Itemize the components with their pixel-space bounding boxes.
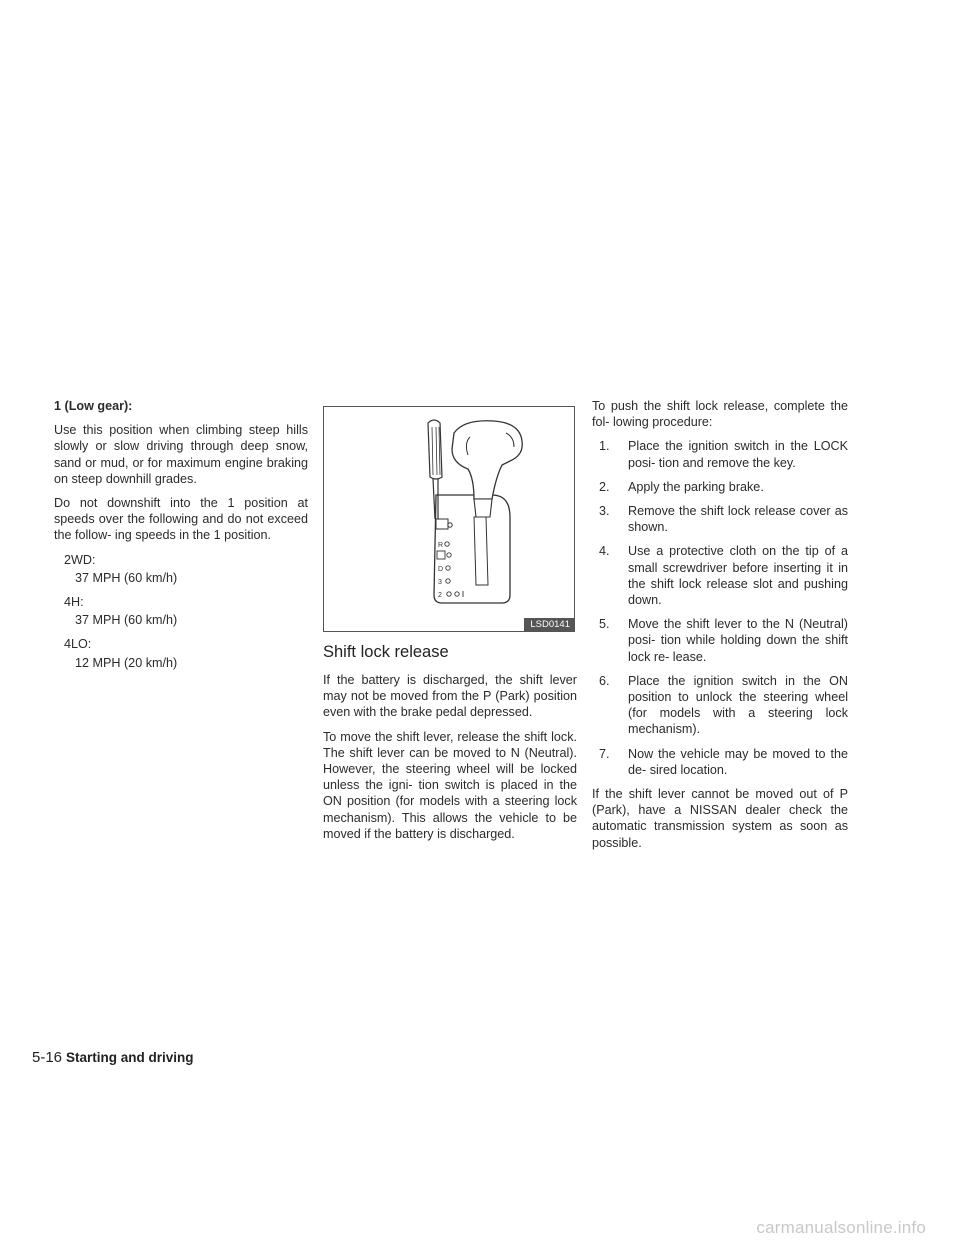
list-item [592,543,848,608]
step-text: Place the ignition switch in the ON position to unlock the steering wheel (for models with a steering lock mechanism). [628,673,848,737]
step-text: Use a protective cloth on the tip of a small screwdriver before inserting it in the shift lock release slot and pushing down. [628,544,848,608]
low-gear-heading: 1 (Low gear): [54,399,133,413]
speed-label-4lo: 4LO: [64,637,92,652]
step-text: Move the shift lever to the N (Neutral) posi- tion while holding down the shift lock re- lease. [628,617,848,664]
shift-lock-figure [323,406,575,632]
left-column [54,398,308,679]
step-text: Apply the parking brake. [628,479,764,494]
step-number: 7. [599,746,610,761]
figure-code: LSD0141 [524,618,574,631]
step-number: 3. [599,504,610,519]
step-number: 5. [599,617,610,632]
gear-label-r: R [438,542,444,549]
list-item [592,503,848,535]
step-number: 2. [599,479,610,494]
page-number: 5-16 [32,1049,63,1066]
speed-label-2wd: 2WD: [64,552,96,567]
step-number: 6. [599,673,610,688]
list-item [592,746,848,778]
step-text: Remove the shift lock release cover as shown. [628,504,848,535]
procedure-steps [592,438,848,778]
section-name: Starting and driving [66,1050,194,1065]
page-footer [32,1049,194,1067]
speed-value-2wd: 37 MPH (60 km/h) [75,570,178,585]
step-text: Place the ignition switch in the LOCK posi- tion and remove the key. [628,439,848,470]
list-item [592,673,848,738]
shift-lock-paragraph: To move the shift lever, release the shift lock. The shift lever can be moved to N (Neutral). However, the steering wheel will be locked unless the igni- tion switch is placed in the ON position (for models with a steering lock mechanism). This allows the vehicle to be moved if the battery is discharged. [323,729,577,841]
low-gear-paragraph: Use this position when climbing steep hills slowly or slow driving through deep snow, sand or mud, or for maximum engine braking on steep downhill grades. [54,423,308,486]
speed-value-4lo: 12 MPH (20 km/h) [75,655,178,670]
shift-lever-illustration [324,407,574,631]
battery-paragraph: If the battery is discharged, the shift lever may not be moved from the P (Park) position even with the brake pedal depressed. [323,673,577,720]
step-number: 1. [599,439,610,454]
gear-label-2: 2 [438,592,442,599]
right-column [592,398,848,859]
procedure-intro: To push the shift lock release, complete the fol- lowing procedure: [592,399,848,430]
list-item [592,479,848,495]
speed-value-4h: 37 MPH (60 km/h) [75,613,178,628]
section-title: Shift lock release [323,643,449,661]
gear-label-d: D [438,566,444,573]
middle-column [323,406,577,850]
step-number: 4. [599,544,610,559]
list-item [592,616,848,665]
step-text: Now the vehicle may be moved to the de- sired location. [628,746,848,777]
closing-paragraph: If the shift lever cannot be moved out of P (Park), have a NISSAN dealer check the automatic transmission system as soon as possible. [592,787,848,850]
watermark: carmanualsonline.info [756,1218,926,1237]
list-item [592,438,848,470]
gear-label-3: 3 [438,579,442,586]
downshift-paragraph: Do not downshift into the 1 position at speeds over the following and do not exceed the follow- ing speeds in the 1 position. [54,496,308,543]
speed-label-4h: 4H: [64,595,84,610]
